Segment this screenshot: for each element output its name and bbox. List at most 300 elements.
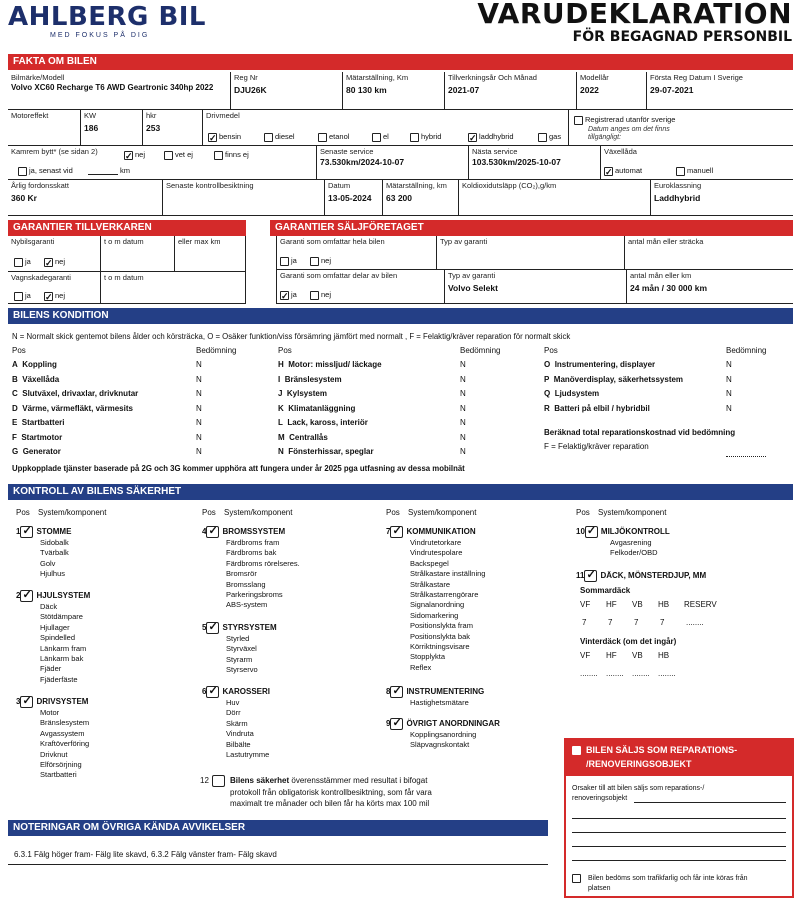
- repair-line-2: [572, 818, 786, 819]
- condition-row-h: [278, 358, 382, 373]
- group-title: HJULSYSTEM: [36, 591, 91, 601]
- summer-tire-value: 7: [660, 618, 665, 627]
- safety-item: Vindrutespolare: [410, 548, 463, 558]
- condition-code: B: [12, 374, 18, 384]
- group-title: STOMME: [36, 527, 72, 537]
- model-year-label: Modellår: [580, 73, 609, 82]
- safety-item: Stopplykta: [410, 652, 446, 662]
- group-number: 5: [202, 623, 207, 633]
- repair-line-3: [572, 832, 786, 833]
- condition-item: Motor: missljud/ läckage: [288, 360, 382, 369]
- timing-option-unknown[interactable]: vet ej: [164, 150, 193, 160]
- safety-item: Positionslykta fram: [410, 621, 473, 631]
- condition-row-e: [12, 416, 64, 431]
- gearbox-label: Växellåda: [604, 147, 637, 156]
- condition-code: Q: [544, 389, 551, 398]
- group-number: 11: [576, 571, 585, 581]
- condition-code: N: [278, 447, 284, 456]
- checkbox-item-12[interactable]: [212, 775, 225, 787]
- group-title: KOMMUNIKATION: [406, 527, 476, 537]
- checkbox-bensin[interactable]: [208, 133, 217, 142]
- registered-abroad-option[interactable]: Registrerad utanför sverige: [574, 115, 675, 125]
- checkbox-group-5[interactable]: [206, 622, 219, 634]
- condition-code: A: [12, 360, 18, 369]
- months-value: 24 mån / 30 000 km: [630, 283, 708, 293]
- fuel-option-etanol[interactable]: etanol: [318, 132, 349, 142]
- safety-item: Hjullager: [40, 622, 70, 632]
- group-title: KAROSSERI: [222, 687, 271, 697]
- safety-item: Färdbroms rörelseres.: [226, 558, 300, 568]
- summer-tire-value: 7: [634, 618, 639, 627]
- repair-line-4: [572, 846, 786, 847]
- condition-rating-3: Bedömning: [726, 346, 767, 355]
- safety-item: Vindruta: [226, 729, 254, 739]
- condition-row-l: [278, 416, 368, 431]
- safety-group-6: [202, 686, 270, 698]
- condition-legend: N = Normalt skick gentemot bilens ålder och körsträcka, O = Osäker funktion/viss försämring jämfört med normalt , F = Felaktig/kräver reparation för normalt skick: [12, 332, 571, 341]
- new-car-yes[interactable]: ja: [14, 257, 31, 267]
- checkbox-gear-manual[interactable]: [676, 167, 685, 176]
- condition-row-f: [12, 431, 62, 446]
- first-reg-label: Första Reg Datum I Sverige: [650, 73, 743, 82]
- checkbox-group-2[interactable]: [20, 590, 33, 602]
- group-title: ÖVRIGT ANORDNINGAR: [406, 719, 500, 729]
- condition-item: Växellåda: [22, 374, 60, 384]
- group-number: 2: [16, 591, 21, 601]
- winter-tire-value: ........: [658, 669, 676, 678]
- condition-rating-f: N: [196, 432, 202, 442]
- odometer-value: 80 130 km: [346, 85, 387, 95]
- winter-col-vf: VF: [580, 651, 591, 660]
- condition-rating-k: N: [460, 403, 466, 413]
- safety-item: Bränslesystem: [40, 718, 90, 728]
- condition-code: H: [278, 360, 284, 369]
- condition-row-j: [278, 387, 327, 402]
- gear-option-manual[interactable]: manuell: [676, 166, 713, 176]
- condition-item: Manöverdisplay, säkerhetssystem: [553, 374, 684, 384]
- condition-row-p: [544, 373, 683, 388]
- repair-object-box: [564, 738, 794, 898]
- safety-group-10: [576, 526, 670, 538]
- condition-pos-2: Pos: [278, 346, 292, 355]
- checkbox-group-6[interactable]: [206, 686, 219, 698]
- safety-item: Vindrutetorkare: [410, 538, 462, 547]
- manufacture-value: 2021-07: [448, 85, 480, 95]
- last-service-label: Senaste service: [320, 147, 374, 156]
- dealer-tagline: MED FOKUS PÅ DIG: [50, 32, 150, 39]
- tax-label: Årlig fordonsskatt: [11, 181, 69, 190]
- repair-line-1: [634, 802, 786, 803]
- f-note: F = Felaktig/kräver reparation: [544, 442, 649, 451]
- winter-tires-label: Vinterdäck (om det ingår): [580, 637, 677, 646]
- condition-code: F: [12, 432, 17, 442]
- fuel-option-hybrid[interactable]: hybrid: [410, 132, 441, 142]
- condition-item: Bränslesystem: [284, 374, 342, 384]
- timing-label: Kamrem bytt* (se sidan 2): [11, 147, 98, 156]
- months-label: antal mån eller sträcka: [628, 237, 704, 246]
- winter-col-vb: VB: [632, 651, 643, 660]
- safety-item: Styrarm: [226, 654, 253, 664]
- checkbox-gear-auto[interactable]: [604, 167, 613, 176]
- condition-rating-j: N: [460, 389, 466, 398]
- condition-heading: BILENS KONDITION: [8, 308, 793, 324]
- inspection-odo-value: 63 200: [386, 193, 412, 203]
- condition-rating-e: N: [196, 418, 202, 427]
- safety-item: Signalanordning: [410, 600, 465, 610]
- notes-heading: NOTERINGAR OM ÖVRIGA KÄNDA AVVIKELSER: [8, 820, 548, 836]
- condition-row-n: [278, 445, 374, 460]
- checkbox-timing-none[interactable]: [214, 151, 223, 160]
- condition-row-q: [544, 387, 599, 402]
- checkbox-group-1[interactable]: [20, 526, 33, 538]
- summer-tires-label: Sommardäck: [580, 586, 631, 595]
- reg-label: Reg Nr: [234, 73, 258, 82]
- safety-item: Kraftöverföring: [40, 739, 90, 749]
- condition-rating-c: N: [196, 389, 202, 398]
- parts-no[interactable]: nej: [310, 290, 331, 300]
- condition-item: Slutväxel, drivaxlar, drivknutar: [22, 389, 139, 398]
- condition-code: K: [278, 403, 284, 413]
- until-date-label: t o m datum: [104, 237, 144, 246]
- kw-value: 186: [84, 123, 99, 133]
- timing-option-no[interactable]: ✓nej: [124, 150, 145, 160]
- timing-option-none[interactable]: finns ej: [214, 150, 249, 160]
- safety-item: Sidobalk: [40, 538, 69, 547]
- item-12-text-1: Bilens säkerhet överensstämmer med resultat i bifogat: [230, 776, 428, 785]
- condition-rating-1: Bedömning: [196, 346, 237, 355]
- first-reg-value: 29-07-2021: [650, 85, 694, 95]
- safety-item: Kopplingsanordning: [410, 730, 477, 739]
- checkbox-vagn-no[interactable]: [44, 292, 53, 301]
- checkbox-gas[interactable]: [538, 133, 547, 142]
- condition-row-m: [278, 431, 328, 446]
- checkbox-new-car-no[interactable]: [44, 258, 53, 267]
- safety-system-2: System/komponent: [224, 508, 293, 517]
- safety-item: Parkeringsbroms: [226, 590, 283, 599]
- checkbox-timing-yes[interactable]: [18, 167, 27, 176]
- condition-item: Lack, kaross, interiör: [287, 418, 368, 427]
- inspection-date-label: Datum: [328, 181, 351, 190]
- fuel-option-el[interactable]: el: [372, 132, 389, 142]
- group-title: STYRSYSTEM: [222, 623, 277, 633]
- checkbox-el[interactable]: [372, 133, 381, 142]
- condition-code: D: [12, 403, 18, 413]
- condition-code: J: [278, 389, 283, 398]
- repair-title-1: BILEN SÄLJS SOM REPARATIONS-: [586, 745, 738, 755]
- safety-item: Färdbroms bak: [226, 548, 277, 558]
- safety-item: Körriktningsvisare: [410, 642, 470, 651]
- safety-item: Fjäder: [40, 664, 62, 674]
- checkbox-parts-yes[interactable]: [280, 291, 289, 300]
- checkbox-laddhybrid[interactable]: [468, 133, 477, 142]
- condition-rating-p: N: [726, 374, 732, 384]
- tire-col-hb: HB: [658, 600, 670, 609]
- gear-option-auto[interactable]: ✓ automat: [604, 166, 642, 176]
- condition-row-k: [278, 402, 355, 417]
- safety-item: Lastutrymme: [226, 750, 270, 759]
- condition-rating-r: N: [726, 403, 732, 413]
- item-12-bold: Bilens säkerhet: [230, 776, 290, 785]
- whole-car-label: Garanti som omfattar hela bilen: [280, 237, 385, 246]
- fuel-label: Drivmedel: [206, 111, 240, 120]
- repair-line-5: [572, 860, 786, 861]
- safety-item: Fjäderfäste: [40, 674, 78, 684]
- condition-item: Koppling: [22, 360, 57, 369]
- safety-group-5: [202, 622, 277, 634]
- safety-item: Länkarm fram: [40, 643, 87, 653]
- whole-car-yes[interactable]: ja: [280, 256, 297, 266]
- type-label: Typ av garanti: [440, 237, 488, 246]
- fuel-option-laddhybrid[interactable]: ✓ laddhybrid: [468, 132, 514, 142]
- item-12-text-3: maximalt tre månader och bilen får ha körts max 100 mil: [230, 799, 430, 808]
- safety-group-3: [16, 696, 88, 708]
- safety-group-4: [202, 526, 285, 538]
- condition-item: Batteri på elbil / hybridbil: [554, 403, 650, 413]
- inspection-date-value: 13-05-2024: [328, 193, 372, 203]
- safety-item: ABS-system: [226, 600, 268, 610]
- reg-value: DJU26K: [234, 85, 267, 95]
- notes-line: [8, 864, 548, 865]
- timing-option-yes[interactable]: ja, senast vid: [18, 166, 73, 176]
- group-number: 6: [202, 687, 207, 697]
- checkbox-repair-object[interactable]: [572, 746, 581, 755]
- checkbox-diesel[interactable]: [264, 133, 273, 142]
- checkbox-timing-no[interactable]: [124, 151, 133, 160]
- timing-km-unit: km: [120, 166, 130, 175]
- euro-label: Euroklassning: [654, 181, 702, 190]
- summer-tire-value: ........: [686, 618, 704, 627]
- fuel-option-gas[interactable]: gas: [538, 132, 561, 142]
- condition-row-c: [12, 387, 138, 402]
- condition-code: G: [12, 447, 19, 456]
- safety-item: Styrled: [226, 634, 250, 643]
- safety-system-1: System/komponent: [38, 508, 107, 517]
- winter-tire-value: ........: [580, 669, 598, 678]
- safety-heading: KONTROLL AV BILENS SÄKERHET: [8, 484, 793, 500]
- checkbox-group-9[interactable]: [390, 718, 403, 730]
- summer-tire-value: 7: [582, 618, 587, 627]
- facts-heading: FAKTA OM BILEN: [8, 54, 793, 70]
- repair-title-2: /RENOVERINGSOBJEKT: [586, 759, 692, 769]
- manufacture-label: Tillverkningsår Och Månad: [448, 73, 537, 82]
- safety-item: Drivknut: [40, 749, 68, 759]
- condition-rating-n: N: [460, 447, 466, 456]
- tire-col-reserv: RESERV: [684, 600, 717, 609]
- checkbox-registered-abroad[interactable]: [574, 116, 583, 125]
- condition-pos-1: Pos: [12, 346, 26, 355]
- repair-reason-1: Orsaker till att bilen säljs som reparations-/: [572, 785, 705, 792]
- group-number: 8: [386, 687, 391, 697]
- checkbox-etanol[interactable]: [318, 133, 327, 142]
- safety-item: Släpvagnskontakt: [410, 740, 470, 750]
- checkbox-timing-unknown[interactable]: [164, 151, 173, 160]
- group-number: 1: [16, 527, 21, 537]
- condition-code: I: [278, 374, 281, 384]
- odometer-label: Mätarställning, Km: [346, 73, 409, 82]
- condition-code: E: [12, 418, 18, 427]
- safety-system-3: System/komponent: [408, 508, 477, 517]
- safety-group-7: [386, 526, 476, 538]
- item-12-text-2: protokoll från obligatorisk kontrollbesiktning, som får vara: [230, 788, 432, 797]
- condition-item: Kylsystem: [286, 389, 327, 398]
- condition-code: O: [544, 360, 551, 369]
- condition-rating-q: N: [726, 389, 732, 398]
- safety-item: Däck: [40, 602, 58, 611]
- condition-rating-i: N: [460, 374, 466, 384]
- condition-pos-3: Pos: [544, 346, 558, 355]
- new-car-no[interactable]: ✓ nej: [44, 257, 65, 267]
- winter-tire-value: ........: [606, 669, 624, 678]
- condition-item: Centrallås: [289, 432, 328, 442]
- condition-row-g: [12, 445, 61, 460]
- safety-item: Skärm: [226, 718, 248, 728]
- condition-item: Klimatanläggning: [288, 403, 356, 413]
- condition-item: Ljudsystem: [554, 389, 600, 398]
- hk-label: hkr: [146, 111, 157, 120]
- safety-item: Bromsrör: [226, 569, 257, 579]
- checkbox-whole-yes[interactable]: [280, 257, 289, 266]
- tire-col-vb: VB: [632, 600, 643, 609]
- safety-item: Elförsörjning: [40, 760, 82, 769]
- type-label-2: Typ av garanti: [448, 271, 496, 280]
- vagn-yes[interactable]: ja: [14, 291, 31, 301]
- condition-row-i: [278, 373, 342, 388]
- safety-item: Tvärbalk: [40, 548, 69, 558]
- fuel-option-bensin[interactable]: ✓bensin: [208, 132, 241, 142]
- condition-rating-d: N: [196, 403, 202, 413]
- new-car-warranty-label: Nybilsgaranti: [11, 237, 55, 246]
- document-subtitle: FÖR BEGAGNAD PERSONBIL: [572, 29, 792, 45]
- group-number: 7: [386, 527, 391, 537]
- checkbox-group-4[interactable]: [206, 526, 219, 538]
- inspection-label: Senaste kontrollbesiktning: [166, 181, 254, 190]
- months-label-2: antal mån eller km: [630, 271, 692, 280]
- condition-item: Värme, värmefläkt, värmesits: [22, 403, 133, 413]
- safety-item: Bromsslang: [226, 579, 266, 589]
- hk-value: 253: [146, 123, 161, 133]
- safety-item: Avgasrening: [610, 538, 652, 547]
- safety-item: Positionslykta bak: [410, 631, 471, 641]
- parts-yes[interactable]: ✓ja: [280, 290, 297, 300]
- group-number: 3: [16, 697, 21, 707]
- group-title: MILJÖKONTROLL: [600, 527, 670, 537]
- safety-item: Styrväxel: [226, 644, 257, 654]
- checkbox-hybrid[interactable]: [410, 133, 419, 142]
- condition-row-a: [12, 358, 57, 373]
- condition-code: C: [12, 389, 18, 398]
- fuel-option-diesel[interactable]: diesel: [264, 132, 295, 142]
- checkbox-group-3[interactable]: [20, 696, 33, 708]
- winter-tire-value: ........: [632, 669, 650, 678]
- safety-pos-4: Pos: [576, 508, 590, 517]
- co2-label: Koldioxidutsläpp (CO₂),g/km: [462, 181, 557, 190]
- condition-rating-o: N: [726, 360, 732, 369]
- checkbox-group-11[interactable]: [584, 570, 597, 582]
- safety-item: Golv: [40, 558, 56, 568]
- checkbox-whole-no[interactable]: [310, 257, 319, 266]
- condition-row-b: [12, 373, 59, 388]
- repair-cost-line: [726, 456, 766, 457]
- condition-code: M: [278, 432, 285, 442]
- safety-item: Strålkastarrengörare: [410, 590, 479, 599]
- safety-pos-2: Pos: [202, 508, 216, 517]
- condition-rating-a: N: [196, 360, 202, 369]
- safety-item: Avgassystem: [40, 728, 85, 738]
- condition-row-d: [12, 402, 133, 417]
- tire-col-hf: HF: [606, 600, 617, 609]
- safety-item: Huv: [226, 698, 240, 707]
- safety-item: Bilbälte: [226, 739, 251, 749]
- checkbox-group-10[interactable]: [585, 526, 598, 538]
- model-year-value: 2022: [580, 85, 599, 95]
- condition-rating-m: N: [460, 432, 466, 442]
- safety-pos-3: Pos: [386, 508, 400, 517]
- checkbox-traffic-dangerous[interactable]: [572, 874, 581, 883]
- checkbox-parts-no[interactable]: [310, 291, 319, 300]
- checkbox-group-8[interactable]: [390, 686, 403, 698]
- parts-label: Garanti som omfattar delar av bilen: [280, 271, 398, 280]
- safety-item: Färdbroms fram: [226, 538, 280, 547]
- condition-rating-2: Bedömning: [460, 346, 501, 355]
- group-title: DRIVSYSTEM: [36, 697, 89, 707]
- safety-group-1: [16, 526, 71, 538]
- until-date-label-2: t o m datum: [104, 273, 144, 282]
- group-number: 10: [576, 527, 585, 537]
- dealer-logo: AHLBERG BIL: [8, 2, 206, 32]
- checkbox-new-car-yes[interactable]: [14, 258, 23, 267]
- condition-item: Generator: [22, 447, 61, 456]
- winter-col-hb: HB: [658, 651, 670, 660]
- condition-rating-b: N: [196, 374, 202, 384]
- safety-item: Dörr: [226, 708, 241, 718]
- dealer-warranty-heading: GARANTIER SÄLJFÖRETAGET: [270, 220, 793, 236]
- safety-item: Hastighetsmätare: [410, 698, 469, 707]
- safety-item: Strålkastare: [410, 579, 451, 589]
- group-number: 4: [202, 527, 207, 537]
- last-service-value: 73.530km/2024-10-07: [320, 157, 405, 167]
- safety-item: Startbatteri: [40, 770, 77, 780]
- condition-code: L: [278, 418, 283, 427]
- condition-code: P: [544, 374, 550, 384]
- condition-item: Startbatteri: [21, 418, 65, 427]
- winter-col-hf: HF: [606, 651, 617, 660]
- condition-code: R: [544, 403, 550, 413]
- safety-item: Styrservo: [226, 665, 258, 675]
- condition-rating-l: N: [460, 418, 466, 427]
- summer-tire-value: 7: [608, 618, 613, 627]
- checkbox-vagn-yes[interactable]: [14, 292, 23, 301]
- group-title: DÄCK, MÖNSTERDJUP, MM: [600, 571, 707, 581]
- model-value: Volvo XC60 Recharge T6 AWD Geartronic 340hp 2022: [11, 83, 214, 92]
- item-12-number: 12: [200, 776, 209, 785]
- safety-item: Hjulhus: [40, 569, 66, 579]
- safety-item: Felkoder/OBD: [610, 548, 658, 558]
- euro-value: Laddhybrid: [654, 193, 701, 203]
- notes-text: 6.3.1 Fälg höger fram- Fälg lite skavd, 6.3.2 Fälg vänster fram- Fälg skavd: [14, 850, 277, 859]
- checkbox-group-7[interactable]: [390, 526, 403, 538]
- safety-item: Motor: [40, 708, 60, 717]
- safety-item: Stötdämpare: [40, 612, 83, 622]
- safety-item: Länkarm bak: [40, 654, 84, 663]
- vagn-no[interactable]: ✓ nej: [44, 291, 65, 301]
- repair-footer-1: Bilen bedöms som trafikfarlig och får inte köras från: [588, 875, 748, 882]
- safety-group-8: [386, 686, 484, 698]
- safety-pos-1: Pos: [16, 508, 30, 517]
- whole-car-no[interactable]: nej: [310, 256, 331, 266]
- safety-item: Sidomarkering: [410, 610, 459, 620]
- tire-col-vf: VF: [580, 600, 591, 609]
- next-service-label: Nästa service: [472, 147, 518, 156]
